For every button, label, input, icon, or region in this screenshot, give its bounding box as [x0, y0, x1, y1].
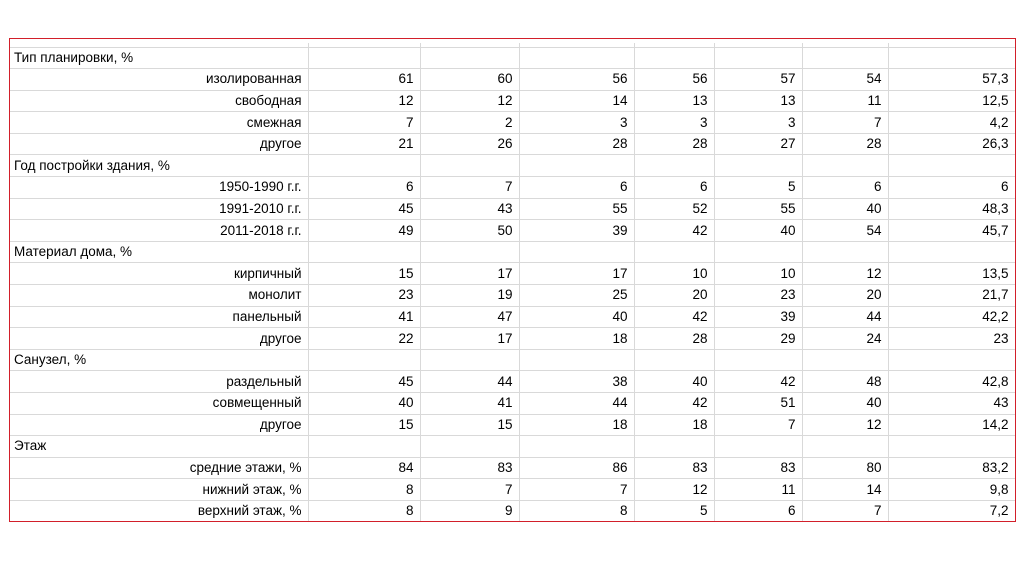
value-cell[interactable]: 12	[420, 90, 519, 112]
table-row	[10, 220, 1015, 242]
table-row	[10, 371, 1015, 393]
value-cell[interactable]: 7	[519, 479, 634, 501]
value-cell[interactable]: 83	[714, 457, 802, 479]
value-cell[interactable]: 28	[634, 328, 714, 350]
value-cell[interactable]: 8	[308, 479, 420, 501]
value-cell[interactable]: 80	[802, 457, 888, 479]
value-cell[interactable]: 25	[519, 285, 634, 307]
value-cell[interactable]: 6	[714, 500, 802, 522]
empty-cell[interactable]	[714, 155, 802, 177]
value-cell[interactable]: 10	[714, 263, 802, 285]
value-cell[interactable]: 54	[802, 220, 888, 242]
value-cell[interactable]: 9	[420, 500, 519, 522]
value-cell[interactable]: 6	[634, 177, 714, 199]
value-cell[interactable]: 42	[634, 220, 714, 242]
value-cell[interactable]: 57	[714, 69, 802, 91]
value-cell[interactable]: 17	[519, 263, 634, 285]
value-cell[interactable]: 56	[634, 69, 714, 91]
value-cell[interactable]: 3	[714, 112, 802, 134]
row-label[interactable]: монолит	[10, 285, 308, 307]
table-row	[10, 500, 1015, 522]
value-cell[interactable]: 12	[802, 414, 888, 436]
table-row	[10, 177, 1015, 199]
section-header-row	[10, 155, 1015, 177]
value-cell[interactable]: 11	[802, 90, 888, 112]
value-cell[interactable]: 45	[308, 371, 420, 393]
value-cell[interactable]: 43	[888, 393, 1015, 415]
value-cell[interactable]: 86	[519, 457, 634, 479]
value-cell[interactable]: 42,8	[888, 371, 1015, 393]
empty-cell[interactable]	[634, 349, 714, 371]
row-label[interactable]: раздельный	[10, 371, 308, 393]
value-cell[interactable]: 6	[802, 177, 888, 199]
value-cell[interactable]: 42	[634, 306, 714, 328]
value-cell[interactable]: 54	[802, 69, 888, 91]
empty-cell[interactable]	[308, 155, 420, 177]
empty-cell[interactable]	[420, 155, 519, 177]
value-cell[interactable]: 12	[802, 263, 888, 285]
empty-cell[interactable]	[634, 155, 714, 177]
section-title[interactable]: Санузел, %	[10, 349, 308, 371]
row-label[interactable]: изолированная	[10, 69, 308, 91]
value-cell[interactable]: 15	[308, 263, 420, 285]
value-cell[interactable]: 61	[308, 69, 420, 91]
value-cell[interactable]: 45	[308, 198, 420, 220]
table-row	[10, 414, 1015, 436]
row-label[interactable]: другое	[10, 328, 308, 350]
value-cell[interactable]: 18	[634, 414, 714, 436]
empty-cell[interactable]	[420, 241, 519, 263]
value-cell[interactable]: 6	[888, 177, 1015, 199]
value-cell[interactable]: 52	[634, 198, 714, 220]
value-cell[interactable]: 23	[714, 285, 802, 307]
empty-cell[interactable]	[802, 436, 888, 458]
value-cell[interactable]: 56	[519, 69, 634, 91]
value-cell[interactable]: 83,2	[888, 457, 1015, 479]
value-cell[interactable]: 20	[634, 285, 714, 307]
table-row	[10, 393, 1015, 415]
row-label[interactable]: нижний этаж, %	[10, 479, 308, 501]
section-header-row	[10, 436, 1015, 458]
value-cell[interactable]: 7	[308, 112, 420, 134]
value-cell[interactable]: 40	[714, 220, 802, 242]
row-label[interactable]: 1950-1990 г.г.	[10, 177, 308, 199]
row-label[interactable]: другое	[10, 414, 308, 436]
row-label[interactable]: 2011-2018 г.г.	[10, 220, 308, 242]
value-cell[interactable]: 83	[420, 457, 519, 479]
value-cell[interactable]: 12,5	[888, 90, 1015, 112]
value-cell[interactable]: 21	[308, 133, 420, 155]
value-cell[interactable]: 3	[519, 112, 634, 134]
value-cell[interactable]: 19	[420, 285, 519, 307]
value-cell[interactable]: 43	[420, 198, 519, 220]
row-label[interactable]: совмещенный	[10, 393, 308, 415]
value-cell[interactable]: 13	[634, 90, 714, 112]
section-title[interactable]: Материал дома, %	[10, 241, 308, 263]
empty-cell[interactable]	[519, 241, 634, 263]
value-cell[interactable]: 14,2	[888, 414, 1015, 436]
empty-cell[interactable]	[308, 436, 420, 458]
value-cell[interactable]: 28	[634, 133, 714, 155]
value-cell[interactable]: 10	[634, 263, 714, 285]
value-cell[interactable]: 26,3	[888, 133, 1015, 155]
row-label[interactable]: смежная	[10, 112, 308, 134]
value-cell[interactable]: 14	[802, 479, 888, 501]
value-cell[interactable]: 17	[420, 263, 519, 285]
value-cell[interactable]: 60	[420, 69, 519, 91]
value-cell[interactable]: 12	[634, 479, 714, 501]
value-cell[interactable]: 47	[420, 306, 519, 328]
value-cell[interactable]: 40	[802, 393, 888, 415]
value-cell[interactable]: 7	[714, 414, 802, 436]
empty-cell[interactable]	[420, 349, 519, 371]
empty-cell[interactable]	[802, 155, 888, 177]
value-cell[interactable]: 15	[420, 414, 519, 436]
value-cell[interactable]: 4,2	[888, 112, 1015, 134]
empty-cell[interactable]	[802, 241, 888, 263]
value-cell[interactable]: 44	[420, 371, 519, 393]
table-row	[10, 306, 1015, 328]
value-cell[interactable]: 39	[714, 306, 802, 328]
table-row	[10, 285, 1015, 307]
value-cell[interactable]: 2	[420, 112, 519, 134]
table-row	[10, 457, 1015, 479]
value-cell[interactable]: 5	[714, 177, 802, 199]
value-cell[interactable]: 38	[519, 371, 634, 393]
table-row	[10, 198, 1015, 220]
value-cell[interactable]: 45,7	[888, 220, 1015, 242]
empty-cell[interactable]	[888, 47, 1015, 69]
value-cell[interactable]: 7	[420, 479, 519, 501]
table-row	[10, 479, 1015, 501]
value-cell[interactable]: 39	[519, 220, 634, 242]
empty-cell[interactable]	[888, 349, 1015, 371]
empty-cell[interactable]	[519, 155, 634, 177]
value-cell[interactable]: 42,2	[888, 306, 1015, 328]
row-label[interactable]: свободная	[10, 90, 308, 112]
empty-cell[interactable]	[519, 349, 634, 371]
table-row	[10, 90, 1015, 112]
empty-cell[interactable]	[888, 155, 1015, 177]
empty-cell[interactable]	[714, 47, 802, 69]
value-cell[interactable]: 11	[714, 479, 802, 501]
value-cell[interactable]: 21,7	[888, 285, 1015, 307]
value-cell[interactable]: 55	[519, 198, 634, 220]
empty-cell[interactable]	[519, 47, 634, 69]
value-cell[interactable]: 40	[802, 198, 888, 220]
section-title[interactable]: Тип планировки, %	[10, 47, 308, 69]
value-cell[interactable]: 20	[802, 285, 888, 307]
table-row	[10, 263, 1015, 285]
value-cell[interactable]: 48	[802, 371, 888, 393]
value-cell[interactable]: 42	[634, 393, 714, 415]
empty-cell[interactable]	[634, 47, 714, 69]
table-body	[10, 43, 1015, 522]
value-cell[interactable]: 44	[802, 306, 888, 328]
value-cell[interactable]: 57,3	[888, 69, 1015, 91]
value-cell[interactable]: 7	[420, 177, 519, 199]
empty-cell[interactable]	[634, 241, 714, 263]
data-table	[10, 43, 1016, 522]
section-header-row	[10, 241, 1015, 263]
value-cell[interactable]: 15	[308, 414, 420, 436]
empty-cell[interactable]	[714, 241, 802, 263]
value-cell[interactable]: 24	[802, 328, 888, 350]
value-cell[interactable]: 5	[634, 500, 714, 522]
empty-cell[interactable]	[308, 47, 420, 69]
value-cell[interactable]: 27	[714, 133, 802, 155]
empty-cell[interactable]	[420, 47, 519, 69]
table-row	[10, 69, 1015, 91]
value-cell[interactable]: 48,3	[888, 198, 1015, 220]
value-cell[interactable]: 83	[634, 457, 714, 479]
value-cell[interactable]: 40	[634, 371, 714, 393]
value-cell[interactable]: 14	[519, 90, 634, 112]
section-title[interactable]: Этаж	[10, 436, 308, 458]
row-label[interactable]: верхний этаж, %	[10, 500, 308, 522]
empty-cell[interactable]	[519, 436, 634, 458]
empty-cell[interactable]	[308, 241, 420, 263]
value-cell[interactable]: 23	[308, 285, 420, 307]
row-label[interactable]: 1991-2010 г.г.	[10, 198, 308, 220]
value-cell[interactable]: 8	[308, 500, 420, 522]
value-cell[interactable]: 6	[519, 177, 634, 199]
value-cell[interactable]: 7	[802, 112, 888, 134]
empty-cell[interactable]	[714, 436, 802, 458]
section-header-row	[10, 47, 1015, 69]
value-cell[interactable]: 26	[420, 133, 519, 155]
value-cell[interactable]: 49	[308, 220, 420, 242]
row-label[interactable]: средние этажи, %	[10, 457, 308, 479]
value-cell[interactable]: 3	[634, 112, 714, 134]
empty-cell[interactable]	[888, 241, 1015, 263]
row-label[interactable]: кирпичный	[10, 263, 308, 285]
table-row	[10, 112, 1015, 134]
value-cell[interactable]: 42	[714, 371, 802, 393]
value-cell[interactable]: 28	[519, 133, 634, 155]
value-cell[interactable]: 84	[308, 457, 420, 479]
value-cell[interactable]: 13,5	[888, 263, 1015, 285]
value-cell[interactable]: 9,8	[888, 479, 1015, 501]
value-cell[interactable]: 50	[420, 220, 519, 242]
value-cell[interactable]: 12	[308, 90, 420, 112]
spreadsheet-table-frame	[9, 38, 1016, 522]
value-cell[interactable]: 13	[714, 90, 802, 112]
empty-cell[interactable]	[802, 47, 888, 69]
empty-cell[interactable]	[420, 436, 519, 458]
value-cell[interactable]: 40	[308, 393, 420, 415]
value-cell[interactable]: 7	[802, 500, 888, 522]
value-cell[interactable]: 23	[888, 328, 1015, 350]
value-cell[interactable]: 6	[308, 177, 420, 199]
empty-cell[interactable]	[714, 349, 802, 371]
value-cell[interactable]: 22	[308, 328, 420, 350]
value-cell[interactable]: 41	[420, 393, 519, 415]
value-cell[interactable]: 28	[802, 133, 888, 155]
value-cell[interactable]: 44	[519, 393, 634, 415]
value-cell[interactable]: 7,2	[888, 500, 1015, 522]
row-label[interactable]: панельный	[10, 306, 308, 328]
value-cell[interactable]: 17	[420, 328, 519, 350]
table-row	[10, 133, 1015, 155]
empty-cell[interactable]	[634, 436, 714, 458]
value-cell[interactable]: 18	[519, 414, 634, 436]
value-cell[interactable]: 18	[519, 328, 634, 350]
table-row	[10, 328, 1015, 350]
value-cell[interactable]: 29	[714, 328, 802, 350]
section-title[interactable]: Год постройки здания, %	[10, 155, 308, 177]
empty-cell[interactable]	[802, 349, 888, 371]
empty-cell[interactable]	[888, 436, 1015, 458]
value-cell[interactable]: 40	[519, 306, 634, 328]
value-cell[interactable]: 8	[519, 500, 634, 522]
value-cell[interactable]: 51	[714, 393, 802, 415]
section-header-row	[10, 349, 1015, 371]
row-label[interactable]: другое	[10, 133, 308, 155]
empty-cell[interactable]	[308, 349, 420, 371]
value-cell[interactable]: 55	[714, 198, 802, 220]
value-cell[interactable]: 41	[308, 306, 420, 328]
